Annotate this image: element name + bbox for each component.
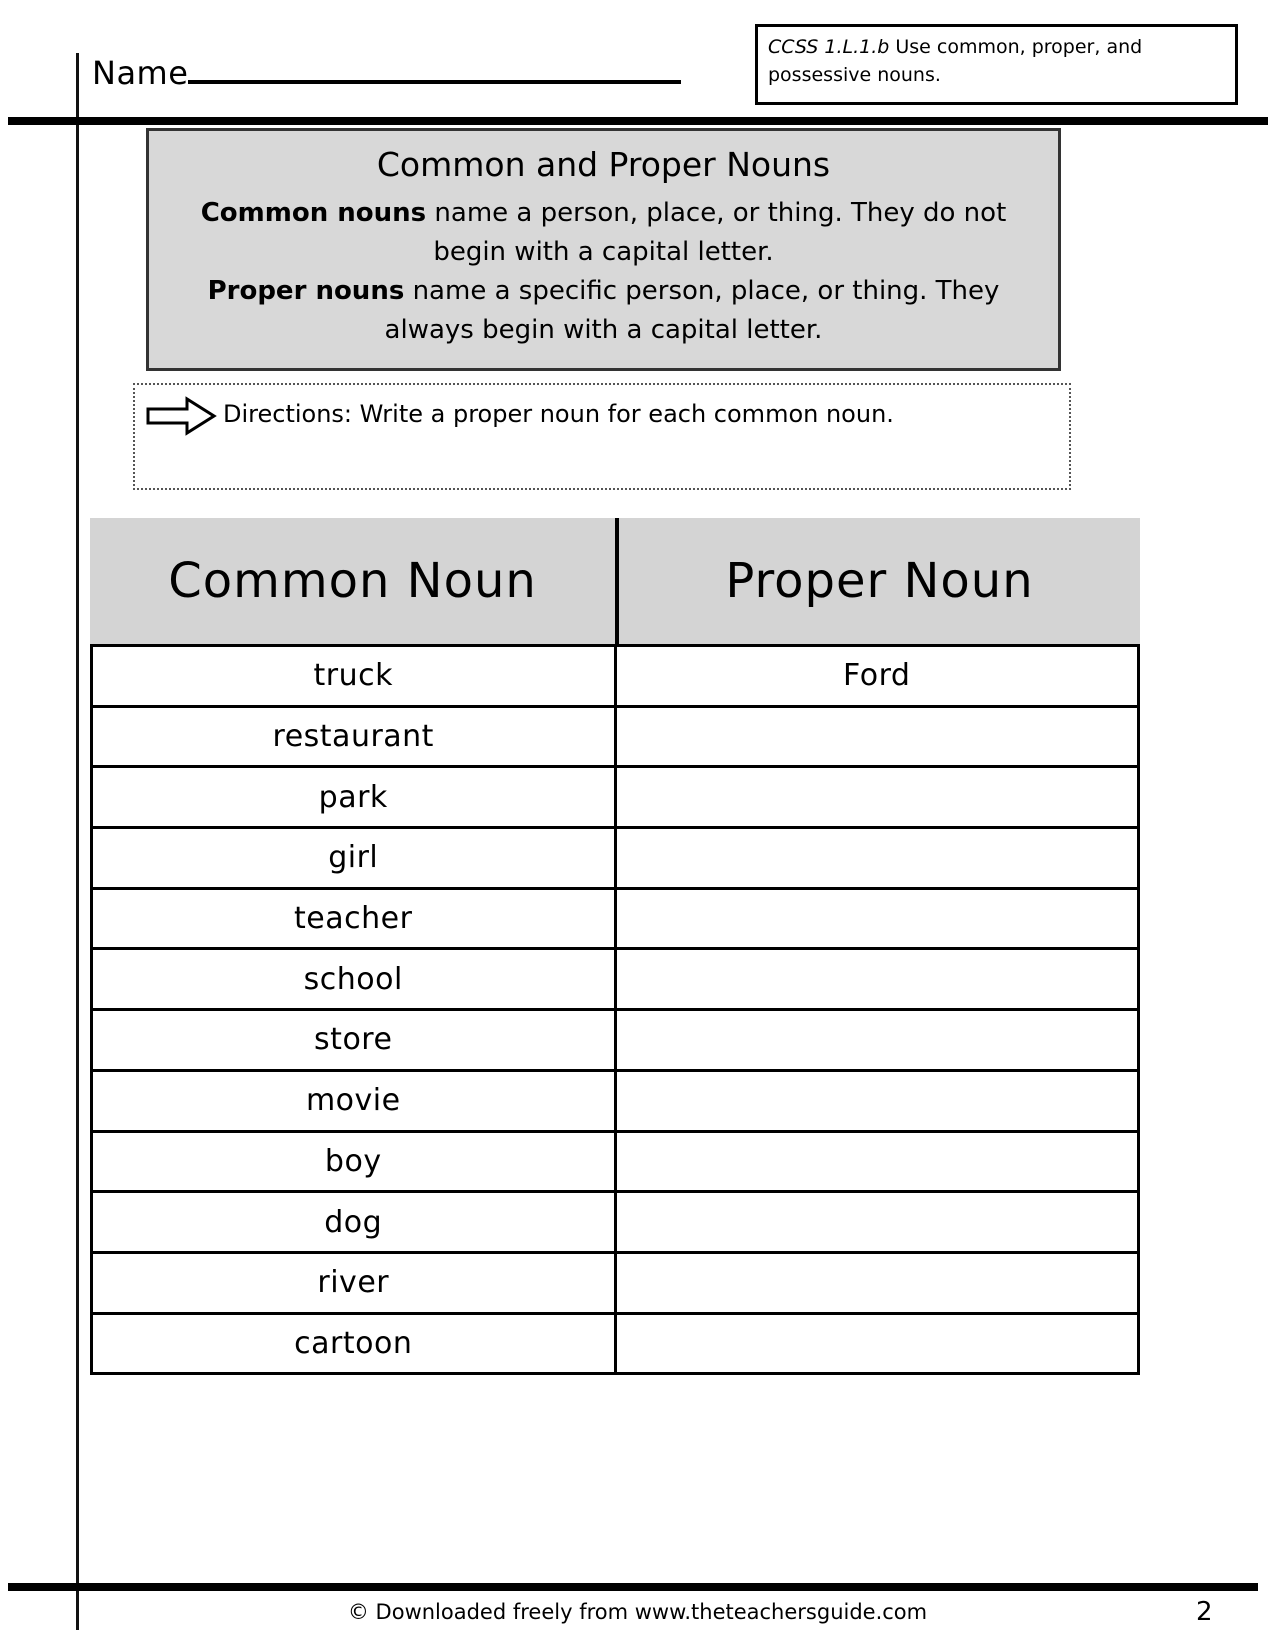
common-noun-cell: store: [92, 1010, 616, 1071]
footer-credit: © Downloaded freely from www.theteachersguide.com: [347, 1600, 928, 1624]
common-noun-cell: cartoon: [92, 1313, 616, 1374]
lesson-title: Common and Proper Nouns: [376, 145, 831, 184]
table-row: [92, 1192, 1139, 1253]
common-noun-cell: dog: [92, 1192, 616, 1253]
page-number: 2: [1196, 1597, 1213, 1627]
noun-table-body: [92, 646, 1139, 1374]
top-horizontal-rule: [8, 117, 1268, 125]
proper-noun-cell: [615, 888, 1139, 949]
noun-table: [90, 644, 1140, 1375]
directions-box: [133, 383, 1071, 490]
table-row: [92, 706, 1139, 767]
name-blank-line: [188, 50, 681, 84]
proper-noun-cell: [615, 1252, 1139, 1313]
table-row: [92, 1070, 1139, 1131]
proper-noun-cell: [615, 1010, 1139, 1071]
proper-noun-cell: [615, 767, 1139, 828]
table-row: [92, 949, 1139, 1010]
directions-text: Directions: Write a proper noun for each common noun.: [223, 400, 894, 428]
common-noun-cell: girl: [92, 828, 616, 889]
left-margin-rule: [76, 53, 79, 1630]
table-row: [92, 1010, 1139, 1071]
proper-noun-cell: [615, 706, 1139, 767]
common-noun-column-header: Common Noun: [168, 553, 537, 609]
proper-noun-rule-text: name a specific person, place, or thing. They always begin with a capital letter.: [384, 276, 1000, 345]
name-line: [92, 50, 681, 92]
common-noun-cell: boy: [92, 1131, 616, 1192]
table-row: [92, 888, 1139, 949]
proper-noun-cell: [615, 1070, 1139, 1131]
table-row: [92, 1131, 1139, 1192]
proper-noun-rule-term: Proper nouns: [207, 276, 405, 306]
noun-table-header: [90, 518, 1140, 644]
proper-noun-column-header: Proper Noun: [615, 518, 1140, 644]
right-block-arrow-icon: [145, 396, 217, 436]
common-noun-rule-text: name a person, place, or thing. They do not begin with a capital letter.: [426, 198, 1007, 267]
name-label: Name: [92, 54, 189, 92]
ccss-text: Use common, proper, and possessive nouns.: [768, 36, 1143, 86]
proper-noun-cell: [615, 1192, 1139, 1253]
proper-noun-cell: [615, 828, 1139, 889]
table-row: [92, 1313, 1139, 1374]
common-noun-rule-term: Common nouns: [200, 198, 427, 228]
common-noun-cell: teacher: [92, 888, 616, 949]
proper-noun-rule: [149, 272, 1058, 350]
proper-noun-cell: [615, 1131, 1139, 1192]
proper-noun-cell: Ford: [615, 646, 1139, 707]
bottom-horizontal-rule: [8, 1583, 1258, 1591]
common-noun-cell: truck: [92, 646, 616, 707]
table-row: [92, 646, 1139, 707]
ccss-code: CCSS 1.L.1.b: [768, 36, 890, 58]
table-row: [92, 1252, 1139, 1313]
common-noun-cell: school: [92, 949, 616, 1010]
table-row: [92, 767, 1139, 828]
proper-noun-cell: [615, 949, 1139, 1010]
common-noun-rule: [149, 194, 1058, 272]
common-noun-cell: river: [92, 1252, 616, 1313]
table-row: [92, 828, 1139, 889]
common-noun-cell: movie: [92, 1070, 616, 1131]
common-noun-cell: restaurant: [92, 706, 616, 767]
ccss-standard-box: [755, 24, 1238, 105]
proper-noun-cell: [615, 1313, 1139, 1374]
lesson-info-box: [146, 128, 1061, 371]
common-noun-cell: park: [92, 767, 616, 828]
